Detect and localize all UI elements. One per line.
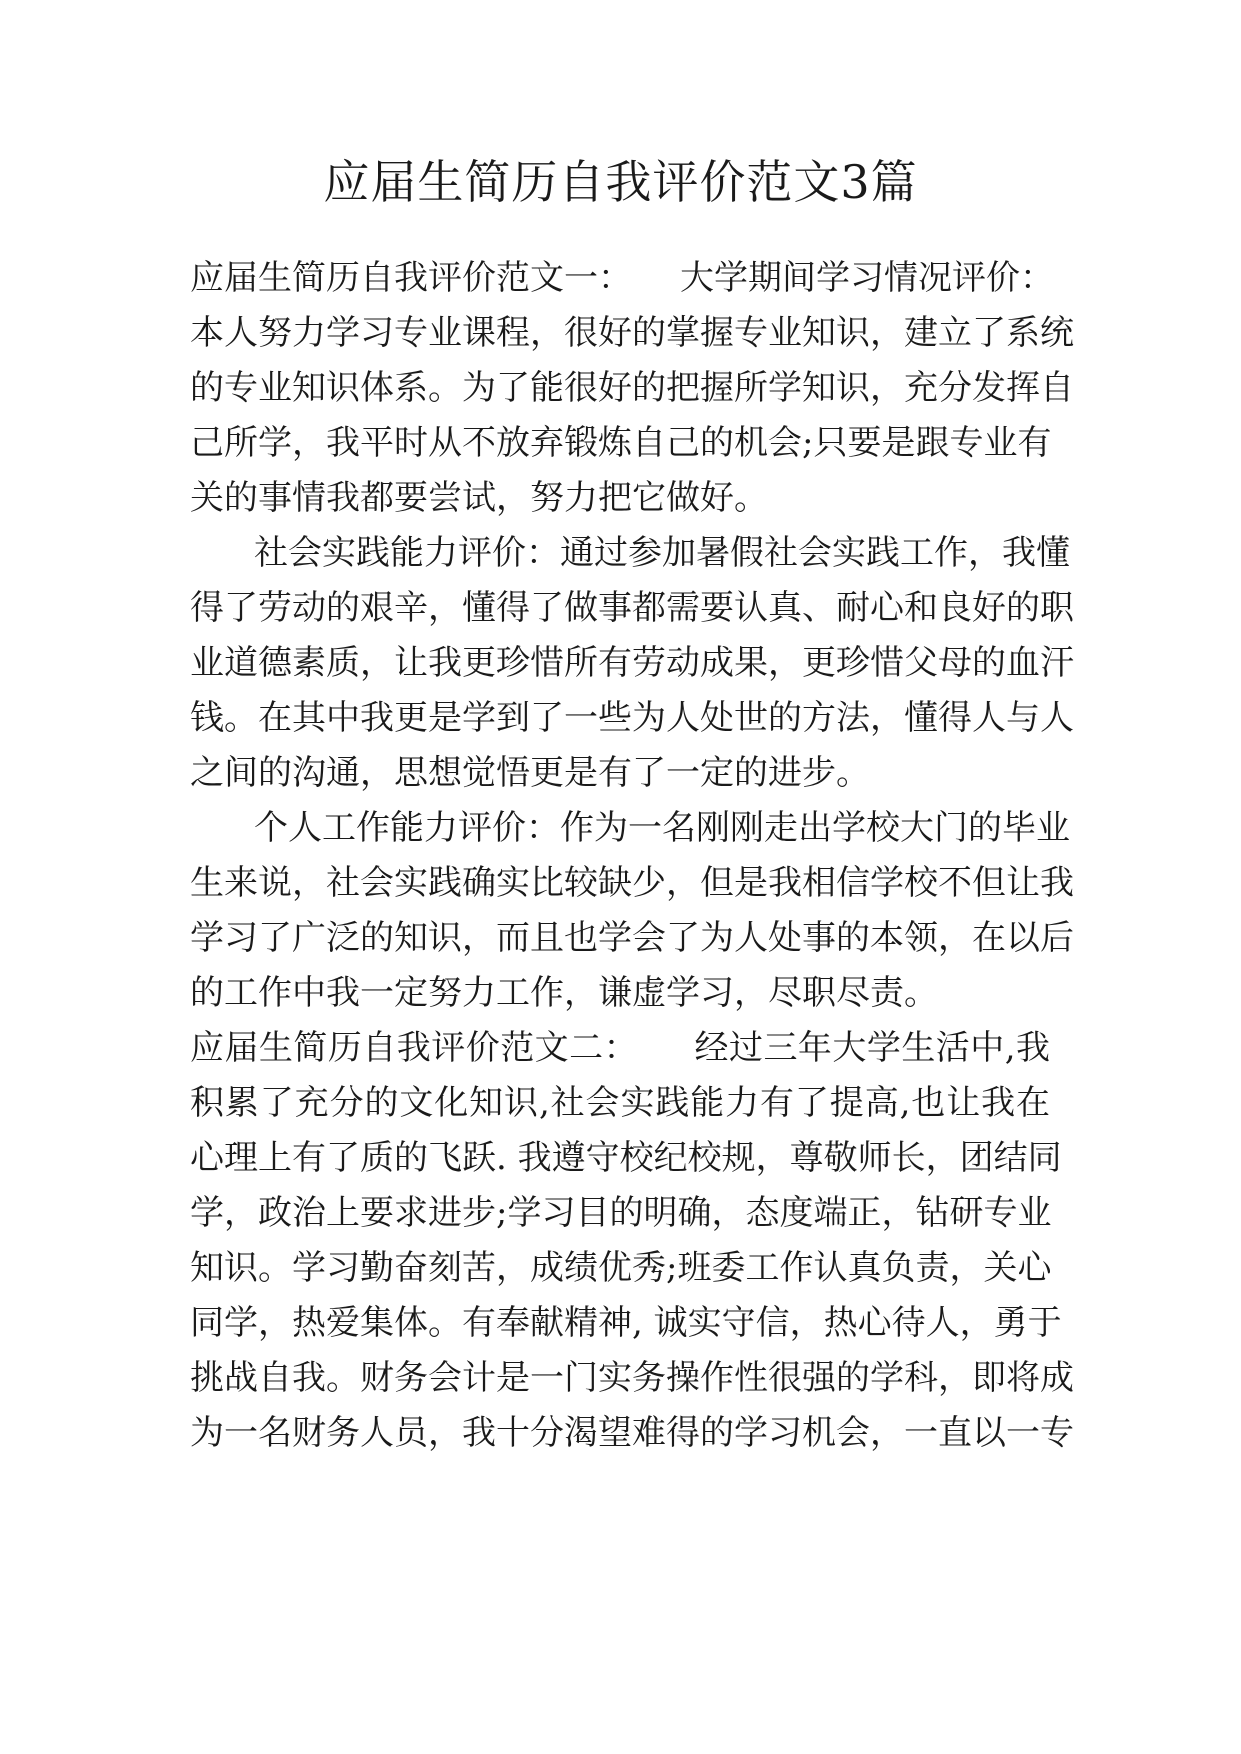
body-line: 之间的沟通，思想觉悟更是有了一定的进步。 [190,753,870,793]
section-heading-line [190,1019,1050,1077]
body-line: 生来说，社会实践确实比较缺少，但是我相信学校不但让我 [190,863,1074,903]
body-line: 钱。在其中我更是学到了一些为人处世的方法，懂得人与人 [190,698,1074,738]
paragraph-start-line: 个人工作能力评价：作为一名刚刚走出学校大门的毕业 [254,808,1070,848]
body-line: 学习了广泛的知识，而且也学会了为人处事的本领，在以后 [190,918,1074,958]
paragraph-start-line: 社会实践能力评价：通过参加暑假社会实践工作，我懂 [254,533,1070,573]
section-heading-line [190,249,1054,307]
body-line: 的专业知识体系。为了能很好的把握所学知识，充分发挥自 [190,368,1074,408]
page-title: 应届生简历自我评价范文3篇 [323,155,918,209]
section-text: 大学期间学习情况评价： [680,258,1054,298]
body-line: 知识。学习勤奋刻苦，成绩优秀;班委工作认真负责，关心 [190,1248,1052,1288]
section-text: 经过三年大学生活中,我 [694,1028,1050,1068]
body-line: 业道德素质，让我更珍惜所有劳动成果，更珍惜父母的血汗 [190,643,1074,683]
body-line: 本人努力学习专业课程，很好的掌握专业知识，建立了系统 [190,313,1074,353]
body-line: 学，政治上要求进步;学习目的明确，态度端正，钻研专业 [190,1193,1052,1233]
section-label: 应届生简历自我评价范文一： [190,258,632,298]
body-line: 关的事情我都要尝试，努力把它做好。 [190,478,768,518]
body-line: 挑战自我。财务会计是一门实务操作性很强的学科，即将成 [190,1358,1074,1398]
body-line: 心理上有了质的飞跃. 我遵守校纪校规，尊敬师长，团结同 [190,1138,1062,1178]
section-label: 应届生简历自我评价范文二： [190,1028,639,1068]
body-line: 得了劳动的艰辛，懂得了做事都需要认真、耐心和良好的职 [190,588,1074,628]
body-line: 为一名财务人员，我十分渴望难得的学习机会，一直以一专 [190,1413,1074,1453]
body-line: 同学，热爱集体。有奉献精神, 诚实守信，热心待人，勇于 [190,1303,1062,1343]
body-line: 己所学，我平时从不放弃锻炼自己的机会;只要是跟专业有 [190,423,1052,463]
body-line: 积累了充分的文化知识,社会实践能力有了提高,也让我在 [190,1083,1050,1123]
body-line: 的工作中我一定努力工作，谦虚学习，尽职尽责。 [190,973,938,1013]
